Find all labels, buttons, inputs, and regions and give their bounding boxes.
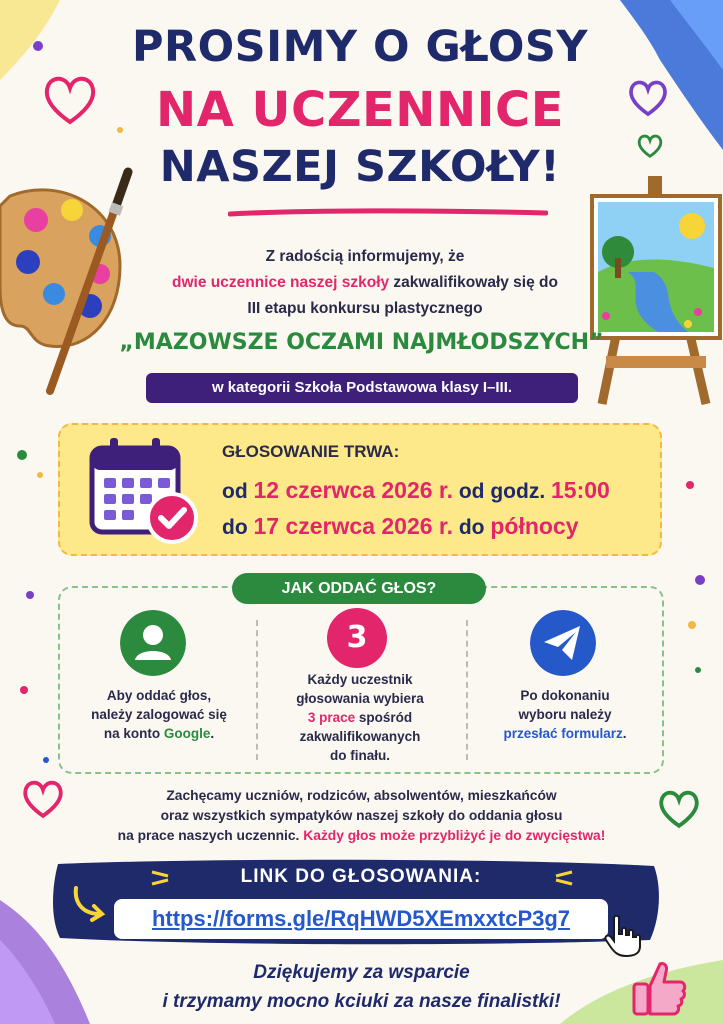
thanks-line-2: i trzymamy mocno kciuki za nasze finalistki! [162, 991, 561, 1012]
step-3-text [480, 686, 650, 743]
encourage-highlight: Każdy głos może przybliżyć je do zwycięstwa! [303, 828, 606, 843]
column-divider [256, 620, 258, 760]
encourage-line-3-pre: na prace naszych uczennic. [117, 828, 304, 843]
easel-painting-icon [588, 176, 723, 406]
encourage-line-3 [70, 826, 653, 846]
pointer-hand-icon [602, 914, 642, 958]
voting-link[interactable]: https://forms.gle/RqHWD5XEmxxtcP3g7 [151, 906, 571, 931]
intro-line-2-rest: zakwalifikowały się do [389, 274, 558, 291]
voting-to-line [222, 513, 579, 540]
from-mid: od godz. [458, 480, 546, 503]
from-time: 15:00 [551, 477, 610, 503]
step-2-line-1: Każdy uczestnik [307, 672, 413, 687]
intro-line-3: III etapu konkursu plastycznego [247, 300, 483, 317]
step-2-line-5: do finału. [330, 748, 390, 763]
step-1-line-1: Aby oddać głos, [106, 688, 212, 703]
step-2-line-3 [270, 708, 450, 727]
encourage-line-2: oraz wszystkich sympatyków naszej szkoły do oddania głosu [160, 808, 563, 823]
thanks-line-1: Dziękujemy za wsparcie [253, 962, 470, 983]
thumbs-up-icon [630, 958, 688, 1018]
to-date: 17 czerwca 2026 r. [253, 513, 453, 539]
title-underline [228, 208, 548, 218]
voting-heading: GŁOSOWANIE TRWA: [222, 442, 400, 461]
step-1-line-2: należy zalogować się [91, 707, 227, 722]
title-line-3: NASZEJ SZKOŁY! [159, 142, 561, 192]
intro-line-1: Z radością informujemy, że [265, 248, 465, 265]
calendar-check-icon [88, 436, 200, 546]
from-prefix: od [222, 480, 248, 503]
paper-plane-icon [530, 610, 596, 676]
send-form-highlight: przesłać formularz [503, 726, 623, 741]
user-icon [120, 610, 186, 676]
three-works-highlight: 3 prace [307, 710, 356, 725]
step-1-line-3-post: . [210, 726, 215, 741]
to-time: północy [490, 513, 579, 539]
intro-text [130, 244, 600, 322]
step-2-line-4: zakwalifikowanych [299, 729, 421, 744]
intro-line-2 [130, 270, 600, 296]
step-1-line-3 [72, 724, 246, 743]
step-3-line-1: Po dokonaniu [520, 688, 610, 703]
voting-from-line [222, 477, 610, 504]
how-to-vote-title: JAK ODDAĆ GŁOS? [232, 573, 486, 604]
step-2-line-3-post: spośród [355, 710, 413, 725]
encouragement-text [70, 786, 653, 846]
sparkle-lines-icon [150, 868, 174, 888]
step-2-line-2: głosowania wybiera [296, 691, 424, 706]
paint-palette-icon [0, 166, 140, 396]
step-2-text [270, 670, 450, 765]
title-line-2: NA UCZENNICE [155, 82, 565, 138]
google-highlight: Google [163, 726, 211, 741]
step-3-line-3 [480, 724, 650, 743]
intro-highlight: dwie uczennice naszej szkoły [172, 274, 390, 291]
number-three-badge: 3 [327, 608, 387, 668]
sparkle-lines-icon [550, 868, 574, 888]
column-divider [466, 620, 468, 760]
encourage-line-1: Zachęcamy uczniów, rodziców, absolwentów, mieszkańców [166, 788, 557, 803]
thank-you-text [80, 958, 643, 1016]
title-line-1: PROSIMY O GŁOSY [131, 22, 589, 72]
category-badge: w kategorii Szkoła Podstawowa klasy I–III. [146, 373, 578, 403]
from-date: 12 czerwca 2026 r. [253, 477, 453, 503]
contest-name: „MAZOWSZE OCZAMI NAJMŁODSZYCH” [119, 330, 604, 355]
step-3-line-2: wyboru należy [518, 707, 612, 722]
step-1-line-3-pre: na konto [103, 726, 164, 741]
step-3-line-3-post: . [622, 726, 627, 741]
curved-arrow-icon [70, 884, 110, 924]
to-prefix: do [222, 516, 248, 539]
link-label: LINK DO GŁOSOWANIA: [240, 866, 482, 887]
step-1-text [72, 686, 246, 743]
to-mid: do [458, 516, 485, 539]
